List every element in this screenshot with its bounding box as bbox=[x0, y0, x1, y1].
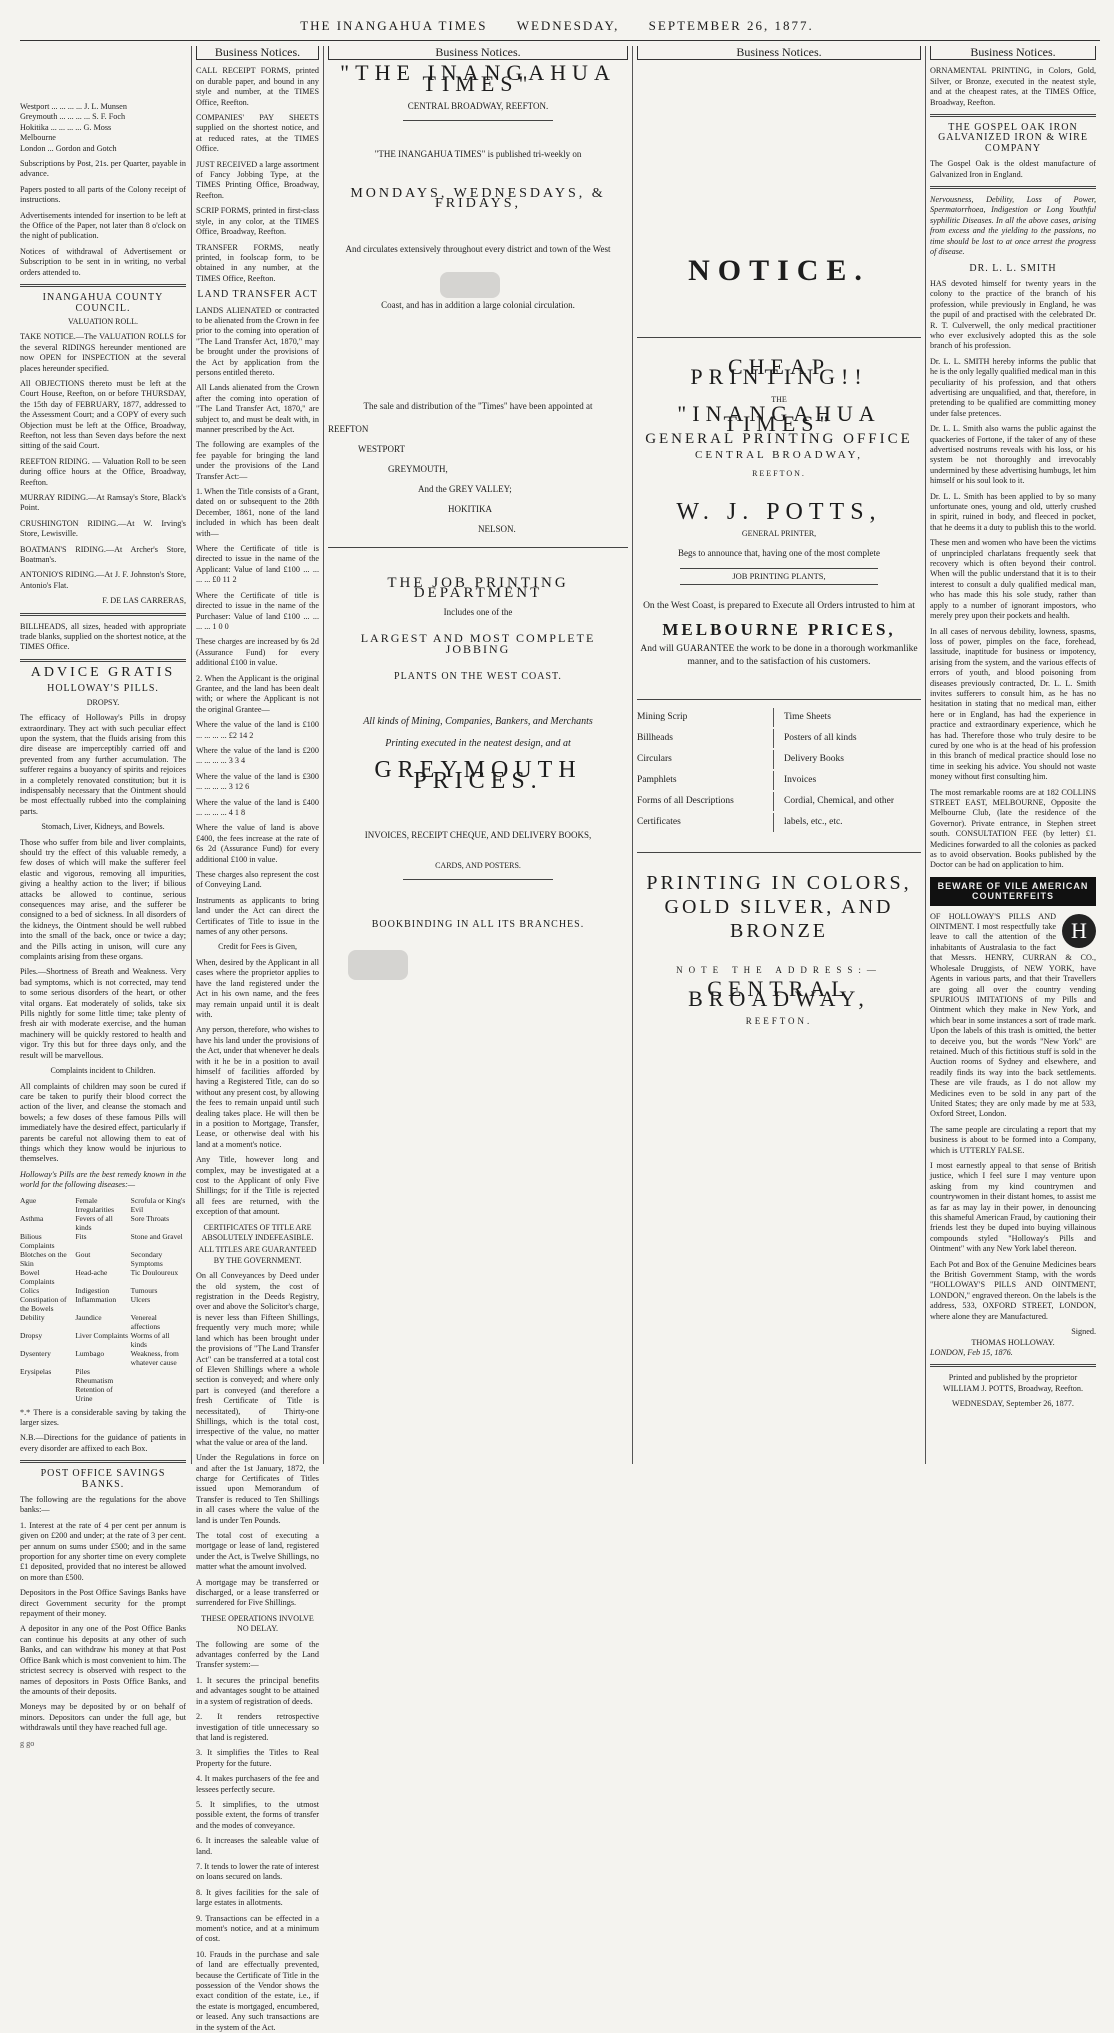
post-item: 1. Interest at the rate of 4 per cent per annum is given on £200 and under; at the rate of 3 per cent. per annum on sums under £500; and in the same proportion for any shorter time on every complete £1 deposited, provided that no interest be allowed on more than £500. bbox=[20, 1520, 186, 1582]
smith-title: DR. L. L. SMITH bbox=[969, 262, 1057, 274]
advantages-intro-text: The following are some of the advantages conferred by the Land Transfer system:— bbox=[196, 1639, 319, 1670]
scrip-text: SCRIP FORMS, printed in first-class style, in any color, at the TIMES Office, Broadway, Reefton. bbox=[196, 206, 319, 237]
imprint-text: Printed and published by the proprietor WILLIAM J. POTTS, Broadway, Reefton. bbox=[943, 1373, 1083, 1393]
ailment-item: Scrofula or King's Evil bbox=[130, 1195, 186, 1214]
fee-intro-text: The following are examples of the fee payable for bringing the land under the provisions of the Land Transfer Act:— bbox=[196, 440, 319, 481]
instruments-text: Instruments as applicants to bring land under the Act can direct the Certificates of Title to issue in the names of any other persons. bbox=[196, 895, 319, 937]
printing-service-item: Delivery Books bbox=[784, 754, 844, 765]
column-divider bbox=[323, 46, 324, 1464]
guaranteed-title: ALL TITLES ARE GUARANTEED BY THE GOVERNMENT. bbox=[198, 1245, 317, 1265]
days-text: MONDAYS, WEDNESDAYS, & FRIDAYS, bbox=[350, 186, 606, 212]
divider bbox=[328, 547, 628, 548]
smith-text-2: Dr. L. L. SMITH hereby informs the public that he is the only legally qualified medical man in this peculiarity of his profession, and that others advertising are unqualified, and that, therefore, in pretending to be qualified are committing money under false pretences. bbox=[930, 356, 1096, 418]
any-title-text: Any Title, however long and complex, may be investigated at a cost to the Applicant of only Five Shillings; for if the Title is rejected all fees are returned, with the exception of that amount. bbox=[196, 1155, 319, 1217]
ailment-item: Tumours bbox=[130, 1285, 158, 1295]
ailment-item: Liver Complaints bbox=[75, 1330, 129, 1340]
ailment-item: Indigestion bbox=[75, 1285, 110, 1295]
fee-item: Where the value of the land is £100 ... ... ... ... £2 14 2 bbox=[196, 720, 319, 740]
ailment-item: Gout bbox=[75, 1249, 91, 1259]
printing-service-item: Pamphlets bbox=[637, 771, 774, 790]
ailment-item: Piles bbox=[75, 1366, 90, 1376]
dropsy-text: The efficacy of Holloway's Pills in dropsy extraordinary. They act with such peculiar effect upon the system, that the fluids arising from this dire disease are imperceptibly carried off and prevented from any further accumulation. The sufferer regains a buoyancy of spirits and rejoices in a completely renovated constitution; but it is indispensably necessary that the Ointment should be most effectually rubbed into the complaining parts. bbox=[20, 713, 186, 816]
ailment-item: Blotches on the Skin bbox=[20, 1249, 67, 1268]
ailment-item: Head-ache bbox=[75, 1267, 108, 1277]
notices-text: Notices of withdrawal of Advertisement or Subscription to be sent in in writing, no verbal orders attended to. bbox=[20, 246, 186, 277]
advantage-item: 8. It gives facilities for the sale of large estates in allotments. bbox=[196, 1887, 319, 1908]
ailment-item bbox=[20, 1376, 75, 1385]
reefton-text: REEFTON. bbox=[752, 468, 806, 478]
masthead bbox=[0, 18, 1114, 34]
valuation-title: VALUATION ROLL. bbox=[67, 316, 139, 326]
credit-text: When, desired by the Applicant in all cases where the proprietor applies to have the land registered under the Act in his own name, and the fees may remain unpaid until it is dealt with. bbox=[196, 957, 319, 1019]
agents-list bbox=[20, 102, 186, 154]
just-received-text: JUST RECEIVED a large assortment of Fancy Jobbing Type, at the TIMES Printing Office, Broadway, Reefton. bbox=[196, 159, 319, 200]
printing-service-item: Circulars bbox=[637, 750, 774, 769]
smith-text-4: Dr. L. L. Smith has been applied to by so many unfortunate ones, young and old, utterly crushed in spirit, ruined in body, and fleeced in pocket, that he deems it a duty to publish this to the world. bbox=[930, 491, 1097, 532]
general-printer-text: GENERAL PRINTER, bbox=[741, 529, 817, 539]
melbourne-prices-title: MELBOURNE PRICES, bbox=[662, 619, 896, 639]
business-notices-header: Business Notices. bbox=[196, 46, 319, 60]
business-notices-header: Business Notices. bbox=[637, 46, 921, 60]
advantage-item: 5. It simplifies, to the utmost possible extent, the forms of transfer and the modes of conveyance. bbox=[196, 1799, 319, 1830]
plants-text: PLANTS ON THE WEST COAST. bbox=[394, 671, 562, 683]
ailment-item bbox=[131, 1376, 186, 1385]
printing-service-item: Mining Scrip bbox=[637, 708, 774, 727]
ailment-item: Rheumatism bbox=[75, 1375, 114, 1385]
counterfeit-text-2: The same people are circulating a report that my business is about to be formed into a Company, which is UTTERLY FALSE. bbox=[930, 1124, 1096, 1155]
fee-item: Where the value of the land is £300 ... ... ... ... 3 12 6 bbox=[196, 771, 319, 792]
divider bbox=[637, 852, 921, 853]
bookbinding-text: BOOKBINDING IN ALL ITS BRANCHES. bbox=[371, 918, 585, 930]
ailment-item: Venereal affections bbox=[130, 1312, 161, 1331]
counterfeit-text-4: Each Pot and Box of the Genuine Medicines bears the British Government Stamp, with the words "HOLLOWAY'S PILLS AND OINTMENT, LONDON," engraved thereon. On the labels is the address, 533, OXFORD STREET, LONDON, where alone they are Manufactured. bbox=[930, 1259, 1096, 1321]
ailment-item: Colics bbox=[20, 1285, 40, 1295]
ailment-item: Jaundice bbox=[75, 1312, 102, 1322]
guarantee-text: And will GUARANTEE the work to be done in a thorough workmanlike manner, and to the satisfaction of his customers. bbox=[640, 644, 918, 668]
certificates-title: CERTIFICATES OF TITLE ARE ABSOLUTELY INDEFEASIBLE. bbox=[201, 1222, 314, 1243]
printing-service-item: Time Sheets bbox=[784, 712, 831, 723]
advice-title: ADVICE GRATIS bbox=[30, 664, 176, 680]
ailment-item: Debility bbox=[20, 1312, 45, 1322]
advantage-item: 4. It makes purchasers of the fee and lessees perfectly secure. bbox=[196, 1774, 319, 1794]
smith-text-5: These men and women who have been the victims of unprincipled charlatans frequently seek that recovery which is often beyond their control. When will the public understand that it is to their interest to consult a duly qualified medical man, who has made this his sole study, rather than apply to a number of ignorant impostors, who merely prey upon their pockets and health. bbox=[930, 538, 1096, 621]
ailment-item: Lumbago bbox=[75, 1348, 105, 1358]
ailment-item: Dysentery bbox=[20, 1348, 51, 1358]
riding-item: REEFTON RIDING. — Valuation Roll to be seen during office hours at the Office, Broadway, Reefton. bbox=[20, 456, 186, 487]
total-cost-text: The total cost of executing a mortgage or lease of land, registered under the Act, is Twelve Shillings, no matter what the amount involved. bbox=[196, 1531, 319, 1572]
column-1 bbox=[20, 46, 186, 1748]
job-printing-title: THE JOB PRINTING DEPARTMENT bbox=[387, 575, 569, 602]
column-divider bbox=[925, 46, 926, 1464]
counterfeit-text-3: I most earnestly appeal to that sense of British justice, which I feel sure I may venture upon asking from my kind countrymen and countrywomen in their distant homes, to assist me as far as may lay in their power, in denouncing this shameful American Fraud, by cautioning their friends lest they be duped into buying villainous compounds styled "Holloway's Pills and Ointment" with any New York label thereon. bbox=[930, 1161, 1096, 1254]
fee-item: Where the value of the land is £200 ... ... ... ... 3 3 4 bbox=[196, 745, 319, 766]
agent-line: Melbourne bbox=[20, 133, 56, 143]
town-item: HOKITIKA bbox=[448, 504, 492, 515]
smith-text-6: In all cases of nervous debility, lowness, spasms, loss of power, pimples on the face, forehead, lassitude, inaptitude for business or impotency, arising from the system, and the various effects of errors of youth, and blood poisoning from diseases previously contracted, Dr. L. L. Smith invites sufferers to consult him, as he has no hesitation in stating that no medical man, either here or in England, has had the experience in practice and extraordinary experience, which he has had. Therefore those who truly desire to be cured by one who is at the head of his profession in this branch of medical practice should lose no time in seeking his advice. You should not waste money without first consulting him. bbox=[930, 626, 1096, 782]
ailment-item: Ague bbox=[20, 1195, 37, 1205]
faded-stamp bbox=[440, 272, 500, 298]
holloway-name: THOMAS HOLLOWAY. bbox=[971, 1337, 1055, 1347]
riding-item: MURRAY RIDING.—At Ramsay's Store, Black's Point. bbox=[20, 493, 186, 513]
agent-line: Hokitika ... ... ... ... G. Moss bbox=[20, 122, 112, 132]
papers-text: Papers posted to all parts of the Colony receipt of instructions. bbox=[20, 184, 186, 205]
advantage-item: 3. It simplifies the Titles to Real Property for the future. bbox=[196, 1748, 319, 1768]
reefton-footer: REEFTON. bbox=[745, 1016, 813, 1027]
fee-item: Where the Certificate of title is directed to issue in the name of the Purchaser: Value of land £100 ... ... ... ... 1 0 0 bbox=[196, 590, 319, 631]
adverts-text: Advertisements intended for insertion to be left at the Office of the Paper, not later than 8 o'clock on the night of publication. bbox=[20, 210, 186, 241]
printing-services-list bbox=[637, 708, 921, 832]
largest-text: LARGEST AND MOST COMPLETE JOBBING bbox=[360, 631, 596, 656]
central-broadway-title: CENTRAL BROADWAY, bbox=[688, 975, 870, 1011]
agent-line: Westport ... ... ... ... J. L. Munsen bbox=[20, 102, 127, 111]
divider bbox=[637, 699, 921, 700]
advantage-item: 10. Frauds in the purchase and sale of land are effectually prevented, because the Certificate of Title in the possession of the Vendor shows the exact condition of the estate, i.e., if the estate is mortgaged, encumbered, or leased. Any such transactions are in the system of the Act. bbox=[196, 1949, 319, 2032]
gospel-text: The Gospel Oak is the oldest manufacture of Galvanized Iron in England. bbox=[930, 159, 1096, 179]
town-item: REEFTON bbox=[328, 424, 369, 435]
fee-item: These charges also represent the cost of Conveying Land. bbox=[196, 870, 319, 890]
stomach-text: Those who suffer from bile and liver complaints, should try the effect of this valuable remedy, a few doses of which will make the sufferer feel elastic and vigorous, removing all impurities, giving a healthy action to the liver; if bilious attacks be allowed to continue, serious consequences may arise, and the sufferer be consigned to a bed of sickness. In all disorders of the kidneys, the Ointment should be well rubbed into the small of the back, once or twice a day; and the Pills acting in unison, will cure any complaints arising from these organs. bbox=[20, 837, 186, 962]
printing-service-item: Posters of all kinds bbox=[784, 733, 857, 744]
town-item: GREYMOUTH, bbox=[388, 464, 448, 475]
cheap-printing-title: CHEAP PRINTING!! bbox=[690, 353, 868, 390]
call-receipt-text: CALL RECEIPT FORMS, printed on durable paper, and bound in any style and number, at the TIMES Office, Reefton. bbox=[196, 66, 319, 107]
advantage-item: 2. It renders retrospective investigation of title unnecessary so that land is registered. bbox=[196, 1712, 319, 1742]
objections-text: All OBJECTIONS thereto must be left at the Court House, Reefton, on or before THURSDAY, the 15th day of FEBRUARY, 1877, addressed to the Assessment Court; and a COPY of every such Objection must be left at the Office, Broadway, Reefton, not less than Seven days before the next sitting of the said Court. bbox=[20, 378, 186, 451]
notice-title: NOTICE. bbox=[688, 254, 870, 288]
ailment-item: Fits bbox=[75, 1231, 87, 1241]
signed-text: Signed. bbox=[1071, 1327, 1096, 1337]
ailment-item: Ulcers bbox=[130, 1294, 151, 1304]
mortgage-text: A mortgage may be transferred or discharged, or a lease transferred or surrendered for Five Shillings. bbox=[196, 1577, 319, 1608]
ailment-item: Inflammation bbox=[75, 1294, 117, 1304]
note-address-text: NOTE THE ADDRESS:— bbox=[676, 965, 882, 976]
printing-exec-text: Printing executed in the neatest design, and at bbox=[385, 737, 571, 749]
times-title: "THE INANGAHUA TIMES" bbox=[340, 60, 616, 96]
ailment-item: Tic Douloureux bbox=[130, 1267, 179, 1277]
published-text: "THE INANGAHUA TIMES" is published tri-weekly on bbox=[374, 148, 582, 159]
ailment-item: Secondary Symptoms bbox=[130, 1249, 163, 1268]
sale-text: The sale and distribution of the "Times" have been appointed at bbox=[363, 400, 593, 411]
post-rules-text: The following are the regulations for the above banks:— bbox=[20, 1495, 186, 1515]
land-transfer-title: LAND TRANSFER ACT bbox=[197, 289, 318, 301]
column-2 bbox=[196, 45, 320, 2032]
fee-item: Where the value of land is above £400, the fees increase at the rate of 6s 2d (Assurance Fund) for every additional £100 in value. bbox=[196, 823, 319, 864]
masthead-day: WEDNESDAY, bbox=[516, 18, 620, 33]
advantage-item: 6. It increases the saleable value of land. bbox=[196, 1836, 319, 1856]
riding-item: BOATMAN'S RIDING.—At Archer's Store, Boatman's. bbox=[20, 544, 186, 565]
smith-text-7: The most remarkable rooms are at 182 COLLINS STREET EAST, MELBOURNE, Opposite the Melbourne Club, (late the residence of the Governor). Private entrance, in Stephen street south. CONSULTATION FEE (by letter) £1. Medicines forwarded to all the colonies as packed as to avoid observation. Books published by the Doctor can be had on application to him. bbox=[930, 787, 1096, 870]
subscriptions-text: Subscriptions by Post, 21s. per Quarter, payable in advance. bbox=[20, 159, 186, 179]
faded-stamp bbox=[348, 950, 408, 980]
post-item: A depositor in any one of the Post Office Banks can continue his deposits at any other of such Banks, and can withdraw his money at that Post Office Bank which is most convenient to him. The strictest secrecy is observed with respect to the names of depositors in Posts Office Banks, and the amounts of their deposits. bbox=[20, 1624, 186, 1696]
masthead-title: THE INANGAHUA TIMES bbox=[300, 18, 488, 33]
ailment-item: Retention of Urine bbox=[75, 1384, 113, 1403]
riding-item: ANTONIO'S RIDING.—At J. F. Johnston's Store, Antonio's Flat. bbox=[20, 570, 186, 590]
ailment-item: Bilious Complaints bbox=[20, 1231, 55, 1250]
general-printing-title: GENERAL PRINTING OFFICE bbox=[645, 430, 913, 447]
ailment-item: Erysipelas bbox=[20, 1366, 52, 1376]
take-notice-text: TAKE NOTICE.—The VALUATION ROLLS for the several RIDINGS hereunder mentioned are now OPEN for INSPECTION at the several places hereunder specified. bbox=[20, 332, 186, 373]
towns-list bbox=[328, 419, 628, 539]
ailment-item: Fevers of all kinds bbox=[75, 1213, 113, 1232]
divider bbox=[930, 1364, 1096, 1367]
ridings-list bbox=[20, 457, 186, 591]
holloway-title: HOLLOWAY'S PILLS. bbox=[47, 683, 159, 695]
advantage-item: 1. It secures the principal benefits and advantages sought to be attained in a system of registration of deeds. bbox=[196, 1675, 319, 1706]
ailment-item: Worms of all kinds bbox=[130, 1330, 170, 1349]
nervousness-text: Nervousness, Debility, Loss of Power, Spermatorrhoea, Indigestion or Long Youthful syphilitic Diseases. In all the above cases, arising from excess and the yielding to the passions, no time should be lost to at once arrest the progress of disease. bbox=[930, 195, 1096, 257]
council-title: INANGAHUA COUNTY COUNCIL. bbox=[42, 292, 164, 314]
post-item: Moneys may be deposited by or on behalf of minors. Depositors can under the full age, but withdrawals until they have reached full age. bbox=[20, 1702, 186, 1733]
colors-title: PRINTING IN COLORS, GOLD SILVER, AND BRONZE bbox=[646, 872, 912, 943]
printing-service-item: Billheads bbox=[637, 729, 774, 748]
regulations-text: Under the Regulations in force on and after the 1st January, 1872, the charge for Certificates of Titles issued upon Memorandum of Transfer is reduced to Ten Shillings in all cases where the value of the land is under Ten Pounds. bbox=[196, 1453, 319, 1525]
children-title: Complaints incident to Children. bbox=[50, 1066, 156, 1076]
land-intro-text: LANDS ALIENATED or contracted to be alienated from the Crown in fee prior to the coming into operation of "The Land Transfer Act, 1870," may be brought under the provisions of the Act by application from the persons entitled thereto. bbox=[196, 305, 319, 377]
ailment-item bbox=[131, 1367, 186, 1376]
potts-title: W. J. POTTS, bbox=[676, 499, 882, 526]
printing-service-item: Certificates bbox=[637, 813, 774, 832]
greymouth-prices-title: GREYMOUTH PRICES. bbox=[374, 757, 582, 794]
fee-item: Where the value of the land is £400 ... ... ... ... 4 1 8 bbox=[196, 797, 319, 817]
printing-service-item: Invoices bbox=[784, 775, 817, 786]
conveyances-text: On all Conveyances by Deed under the old system, the cost of registration in the Deeds Registry, over and above the Solicitor's charge, is never less than Fifteen Shillings, frequently very much more; while land which has been brought under the provisions of "The Land Transfer Act" can be transferred at a total cost of Eleven Shillings where a whole section is conveyed; and where only part is conveyed (and therefore a fresh Certificate of Title is necessitated), of Thirty-one Shillings, which is the total cost, irrespective of the value, no matter what the value or area of the land. bbox=[196, 1271, 319, 1447]
fee-item: Where the Certificate of title is directed to issue in the name of the Applicant: Value of land £100 ... ... ... ... £0 11 2 bbox=[196, 544, 319, 585]
ailment-item bbox=[20, 1385, 75, 1403]
masthead-date: SEPTEMBER 26, 1877. bbox=[648, 18, 814, 33]
riding-item: CRUSHINGTON RIDING.—At W. Irving's Store, Lewisville. bbox=[20, 518, 186, 539]
inangahua-times-title: "INANGAHUA TIMES" bbox=[677, 401, 881, 437]
post-item: Depositors in the Post Office Savings Banks have direct Government security for the prompt repayment of their money. bbox=[20, 1588, 186, 1619]
divider bbox=[930, 114, 1096, 117]
fee-item: These charges are increased by 6s 2d (Assurance Fund) for every additional £100 in value. bbox=[196, 637, 319, 668]
central-broadway-text: CENTRAL BROADWAY, bbox=[695, 449, 863, 462]
column-3 bbox=[328, 46, 628, 1464]
column-5 bbox=[930, 46, 1096, 1464]
land-2-text: All Lands alienated from the Crown after the coming into operation of "The Land Transfer Act, 1870," are subject to, and must be dealt with, in manner prescribed by the Act. bbox=[196, 383, 319, 434]
stomach-title: Stomach, Liver, Kidneys, and Bowels. bbox=[41, 822, 165, 832]
column-divider bbox=[632, 46, 633, 1464]
advantages-list bbox=[196, 1676, 319, 2033]
fee-item: 2. When the Applicant is the original Grantee, and the land has been dealt with; or where the Applicant is not the original Grantee— bbox=[196, 673, 319, 714]
printing-service-item: Forms of all Descriptions bbox=[637, 792, 774, 811]
nb-text: N.B.—Directions for the guidance of patients in every disorder are affixed to each Box. bbox=[20, 1433, 186, 1453]
holloway-emblem-icon: H bbox=[1062, 914, 1096, 948]
divider bbox=[20, 284, 186, 287]
credit-title: Credit for Fees is Given, bbox=[218, 942, 297, 952]
dropsy-title: DROPSY. bbox=[86, 697, 120, 707]
printing-service-item: Cordial, Chemical, and other bbox=[784, 796, 895, 807]
beware-banner: BEWARE OF VILE AMERICAN COUNTERFEITS bbox=[930, 877, 1096, 906]
all-kinds-text: All kinds of Mining, Companies, Bankers, and Merchants bbox=[363, 715, 593, 727]
smith-text-3: Dr. L. L. Smith also warns the public against the quackeries of Fortone, if the taker of any of these advertised nostrums reveals with his loss, or his system be not thoroughly and irrevocably undermined by these advertising humbugs, let him himself or his soul look to it. bbox=[930, 424, 1096, 486]
town-item: NELSON. bbox=[478, 524, 516, 535]
printing-service-item: labels, etc., etc. bbox=[784, 817, 843, 828]
divider bbox=[403, 879, 553, 880]
circulates-text: And circulates extensively throughout every district and town of the West bbox=[345, 243, 611, 254]
london-date: LONDON, Feb 15, 1876. bbox=[930, 1347, 1013, 1357]
advantage-item: 9. Transactions can be effected in a moment's notice, and at a minimum of cost. bbox=[196, 1913, 319, 1944]
transfer-text: TRANSFER FORMS, neatly printed, in foolscap form, to be obtained in any number, at the TIMES Office, Reefton. bbox=[196, 242, 319, 283]
footer-code: g go bbox=[20, 1738, 35, 1748]
companies-text: COMPANIES' PAY SHEETS supplied on the shortest notice, and at reduced rates, at the TIMES Office. bbox=[196, 113, 319, 154]
advantage-item: 7. It tends to lower the rate of interest on loans secured on lands. bbox=[196, 1861, 320, 1882]
divider bbox=[20, 613, 186, 616]
ailment-item: Female Irregularities bbox=[75, 1195, 115, 1214]
any-person-text: Any person, therefore, who wishes to have his land under the provisions of the Act, under that whenever he deals with it he be in a position to avail himself of facilities afforded by having a Registered Title, can do so without any present cost, by allowing the fees to remain unpaid until such dealing takes place. He will then be in a position to Mortgage, Transfer, Lease, or otherwise deal with his land at a moment's notice. bbox=[196, 1025, 319, 1149]
best-remedy-text: Holloway's Pills are the best remedy known in the world for the following diseases:— bbox=[20, 1169, 186, 1190]
gospel-title: THE GOSPEL OAK IRON GALVANIZED IRON & WIRE COMPANY bbox=[938, 122, 1088, 154]
smith-text-1: HAS devoted himself for twenty years in the colony to the practice of the branch of his profession, while previously in England, he was the pupil of and practised with the celebrated Dr. R. T. Culverwell, the only medical practitioner who ever exclusively adopted this as the sole branch of his profession. bbox=[930, 278, 1096, 351]
town-item: WESTPORT bbox=[358, 444, 405, 455]
divider bbox=[20, 659, 186, 662]
business-notices-header: Business Notices. bbox=[328, 46, 628, 60]
ailment-item: Weakness, from whatever cause bbox=[130, 1348, 179, 1367]
divider bbox=[930, 186, 1096, 189]
counterfeit-text-1: OF HOLLOWAY'S PILLS AND OINTMENT. I most respectfully take leave to call the attention of the inhabitants of Australasia to the fact that Messrs. HENRY, CURRAN & CO., Wholesale Druggists, of NEW YORK, have Agents in various parts, and that their Travellers are going all over the country vending SPURIOUS IMITATIONS of my Pills and Ointment which they make in New York, and which bear in some instances a sort of trade mark. Upon the labels of this trash is omitted, the better to deceive you, but the words "New York" are retained. Much of this fictitious stuff is sold in the Auction rooms of Sydney and elsewhere, and readily finds its way into the back settlements. These are vile frauds, as I do not allow my Medicines even to be sold in any part of the United States; they are only made by me at 533, Oxford Street, London. bbox=[930, 911, 1096, 1119]
billheads-text: BILLHEADS, all sizes, headed with appropriate trade blanks, supplied on the shortest notice, at the TIMES Office. bbox=[20, 621, 186, 652]
piles-text: Piles.—Shortness of Breath and Weakness. Very bad symptoms, which is not corrected, may tend to some serious disorders of the heart, or other vital organs. Eat moderately of solids, take six Pills nightly for some little time; take plenty of fresh air with moderate exercise, and the human machinery will be quickly restored to health and vigor. Try this but for three days only, and the result will be marvellous. bbox=[20, 967, 186, 1060]
includes-text: Includes one of the bbox=[443, 606, 513, 617]
divider bbox=[403, 120, 553, 121]
town-item: And the GREY VALLEY; bbox=[418, 484, 512, 495]
agent-line: Greymouth ... ... ... ... S. F. Foch bbox=[20, 112, 126, 122]
post-office-title: POST OFFICE SAVINGS BANKS. bbox=[40, 1468, 166, 1490]
fees-list bbox=[196, 487, 319, 891]
ailment-item: Constipation of the Bowels bbox=[20, 1294, 67, 1313]
begs-text: Begs to announce that, having one of the most complete bbox=[678, 547, 880, 558]
ailment-item bbox=[131, 1385, 186, 1403]
coast-text: Coast, and has in addition a large colonial circulation. bbox=[381, 300, 575, 311]
times-address: CENTRAL BROADWAY, REEFTON. bbox=[407, 101, 549, 112]
children-text: All complaints of children may soon be cured if care be taken to purify their blood correct the action of the liver, and cleanse the stomach and bowels; a few doses of these famous Pills will immediately have the desired effect, particularly if parents be careful not allowing them to eat of things which they know would be injurious to themselves. bbox=[20, 1081, 186, 1164]
signed-name: F. DE LAS CARRERAS, bbox=[102, 596, 186, 606]
operations-title: THESE OPERATIONS INVOLVE NO DELAY. bbox=[201, 1613, 314, 1634]
job-printing-plants-text: JOB PRINTING PLANTS, bbox=[680, 568, 879, 584]
divider bbox=[637, 337, 921, 338]
column-divider bbox=[191, 46, 192, 1464]
ailment-item: Bowel Complaints bbox=[20, 1267, 55, 1286]
the-text: THE bbox=[771, 394, 787, 404]
west-coast-text: On the West Coast, is prepared to Execute all Orders intrusted to him at bbox=[643, 600, 915, 611]
ailments-grid bbox=[20, 1196, 186, 1403]
saving-text: *.* There is a considerable saving by taking the larger sizes. bbox=[20, 1407, 186, 1427]
ailment-item: Stone and Gravel bbox=[130, 1231, 183, 1241]
imprint-date: WEDNESDAY, September 26, 1877. bbox=[952, 1399, 1074, 1409]
ailment-item: Asthma bbox=[20, 1213, 44, 1223]
post-items-list bbox=[20, 1521, 186, 1734]
divider bbox=[20, 1460, 186, 1463]
ailment-item: Dropsy bbox=[20, 1330, 43, 1340]
ailment-item: Sore Throats bbox=[130, 1213, 170, 1223]
cards-text: CARDS, AND POSTERS. bbox=[435, 860, 521, 870]
business-notices-header: Business Notices. bbox=[930, 46, 1096, 60]
ornamental-text: ORNAMENTAL PRINTING, in Colors, Gold, Silver, or Bronze, executed in the neatest style, and at the cheapest rates, at the TIMES Office, Broadway, Reefton. bbox=[930, 66, 1096, 107]
masthead-rule bbox=[20, 40, 1100, 41]
agent-line: London ... Gordon and Gotch bbox=[20, 143, 117, 153]
column-4 bbox=[637, 46, 921, 1464]
invoices-text: INVOICES, RECEIPT CHEQUE, AND DELIVERY BOOKS, bbox=[364, 830, 592, 841]
fee-item: 1. When the Title consists of a Grant, dated on or subsequent to the 28th December, 1861, none of the land included in which has been dealt with— bbox=[196, 487, 319, 538]
